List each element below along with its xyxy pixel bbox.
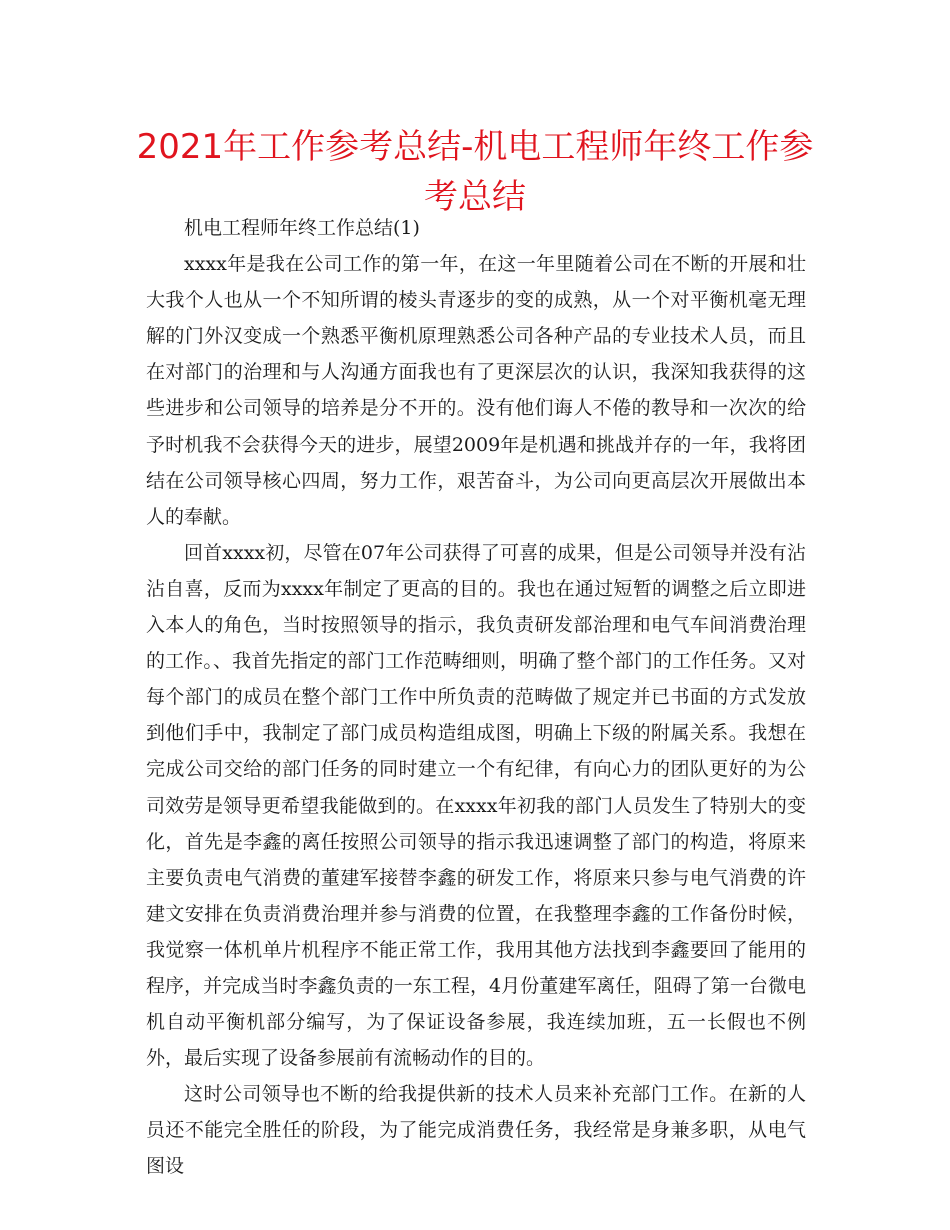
document-body [146, 210, 806, 1185]
document-title: 2021年工作参考总结-机电工程师年终工作参考总结 [136, 127, 814, 217]
body-paragraph: 这时公司领导也不断的给我提供新的技术人员来补充部门工作。在新的人员还不能完全胜任的阶段，为了能完成消费任务，我经常是身兼多职，从电气图设 [146, 1083, 806, 1178]
body-paragraph: 回首xxxx初，尽管在07年公司获得了可喜的成果，但是公司领导并没有沾沾自喜，反而为xxxx年制定了更高的目的。我也在通过短暂的调整之后立即进入本人的角色，当时按照领导的指示，我负责研发部治理和电气车间消费治理的工作。、我首先指定的部门工作范畴细则，明确了整个部门的工作任务。又对每个部门的成员在整个部门工作中所负责的范畴做了规定并已书面的方式发放到他们手中，我制定了部门成员构造组成图，明确上下级的附属关系。我想在完成公司交给的部门任务的同时建立一个有纪律，有向心力的团队更好的为公司效劳是领导更希望我能做到的。在xxxx年初我的部门人员发生了特别大的变化，首先是李鑫的离任按照公司领导的指示我迅速调整了部门的构造，将原来主要负责电气消费的董建军接替李鑫的研发工作，将原来只参与电气消费的许建文安排在负责消费治理并参与消费的位置，在我整理李鑫的工作备份时候，我觉察一体机单片机程序不能正常工作，我用其他方法找到李鑫要回了能用的程序，并完成当时李鑫负责的一东工程，4月份董建军离任，阻碍了第一台微电机自动平衡机部分编写，为了保证设备参展，我连续加班，五一长假也不例外，最后实现了设备参展前有流畅动作的目的。 [146, 541, 806, 1070]
body-paragraph: xxxx年是我在公司工作的第一年，在这一年里随着公司在不断的开展和壮大我个人也从一个不知所谓的棱头青逐步的变的成熟，从一个对平衡机毫无理解的门外汉变成一个熟悉平衡机原理熟悉公司各种产品的专业技术人员，而且在对部门的治理和与人沟通方面我也有了更深层次的认识，我深知我获得的这些进步和公司领导的培养是分不开的。没有他们诲人不倦的教导和一次次的给予时机我不会获得今天的进步，展望2009年是机遇和挑战并存的一年，我将团结在公司领导核心四周，努力工作，艰苦奋斗，为公司向更高层次开展做出本人的奉献。 [146, 253, 806, 528]
section-heading: 机电工程师年终工作总结(1) [184, 217, 420, 239]
